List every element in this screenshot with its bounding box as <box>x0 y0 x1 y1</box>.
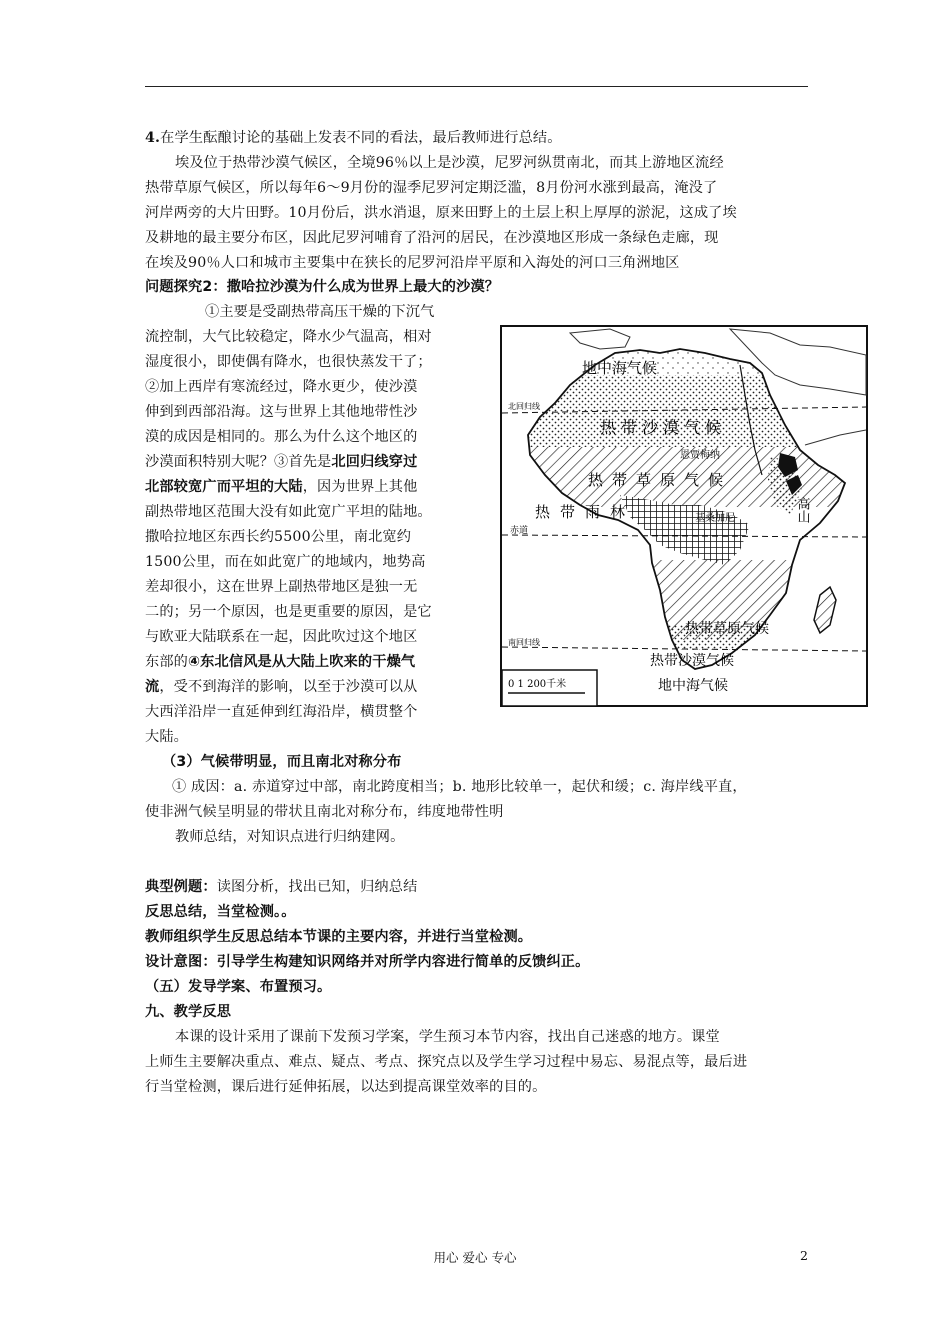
item-number: 4. <box>145 130 161 146</box>
page-number: 2 <box>800 1248 808 1263</box>
egypt-line-1: 埃及位于热带沙漠气候区，全境96％以上是沙漠，尼罗河纵贯南北，而其上游地区流经 <box>175 155 724 171</box>
sahara-line-16: 流，受不到海洋的影响，以至于沙漠可以从 <box>145 679 418 695</box>
sahara-line-5: 伸到到西部沿海。这与世界上其他地带性沙 <box>145 404 418 420</box>
reflection-line-2: 教师组织学生反思总结本节课的主要内容，并进行当堂检测。 <box>145 929 533 945</box>
sahara-line-11: 1500公里，而在如此宽广的地域内，地势高 <box>145 554 426 570</box>
sahara-line-2: 流控制，大气比较稳定，降水少气温高，相对 <box>145 329 432 345</box>
label-savanna-north: 热带草原气候 <box>588 471 733 489</box>
footer-motto: 用心 爱心 专心 <box>433 1250 517 1265</box>
label-tropic-south: 南回归线 <box>508 638 540 647</box>
design-intent: 设计意图：引导学生构建知识网络并对所学内容进行简单的反馈纠正。 <box>145 954 590 970</box>
reflection-line-1: 反思总结，当堂检测。。 <box>145 904 296 920</box>
sahara-line-14: 与欧亚大陆联系在一起，因此吹过这个地区 <box>145 629 418 645</box>
sahara-line-7: 沙漠面积特别大呢？③首先是北回归线穿过 <box>145 454 418 470</box>
sahara-line-6: 漠的成因是相同的。那么为什么这个地区的 <box>145 429 418 445</box>
emphasis-text: 流 <box>145 679 160 695</box>
emphasis-text: ④东北信风是从大陆上吹来的干燥气 <box>188 654 416 670</box>
teacher-summary: 教师总结，对知识点进行归纳建网。 <box>175 829 405 845</box>
label-desert-north: 热带沙漠气候 <box>600 418 727 437</box>
reflection-text-3: 行当堂检测，课后进行延伸拓展，以达到提高课堂效率的目的。 <box>145 1079 547 1095</box>
label-rainforest: 热带雨林 <box>535 503 636 521</box>
reflection-text-2: 上师生主要解决重点、难点、疑点、考点、探究点以及学生学习过程中易忘、易混点等，最后进 <box>145 1054 748 1070</box>
reflection-text-1: 本课的设计采用了课前下发预习学案，学生预习本节内容，找出自己迷惑的地方。课堂 <box>175 1029 720 1045</box>
section-9-title: 九、教学反思 <box>145 1004 232 1020</box>
paragraph-text: 在学生酝酿讨论的基础上发表不同的看法，最后教师进行总结。 <box>160 130 562 146</box>
label-city-north: 恩贾梅纳 <box>680 450 720 461</box>
sahara-line-15: 东部的④东北信风是从大陆上吹来的干燥气 <box>145 654 416 670</box>
label-savanna-south: 热带草原气候 <box>685 621 769 637</box>
label-desert-south: 热带沙漠气候 <box>650 653 734 669</box>
sahara-line-9: 副热带地区范围大没有如此宽广平坦的陆地。 <box>145 504 432 520</box>
scale-label: 0 1 200千米 <box>508 679 567 690</box>
egypt-line-5: 在埃及90％人口和城市主要集中在狭长的尼罗河沿岸平原和入海处的河口三角洲地区 <box>145 255 680 271</box>
sahara-line-17: 大西洋沿岸一直延伸到红海沿岸，横贯整个 <box>145 704 418 720</box>
question-2-title: 问题探究2：撒哈拉沙漠为什么成为世界上最大的沙漠？ <box>145 279 500 295</box>
emphasis-text: 北部较宽广而平坦的大陆 <box>145 479 303 495</box>
label-city-east: 基桑加尼 <box>695 513 735 524</box>
label-med-south: 地中海气候 <box>658 678 728 694</box>
sahara-line-10: 撒哈拉地区东西长约5500公里，南北宽约 <box>145 529 412 545</box>
paragraph-4 <box>145 128 562 148</box>
label-mountain: 高山 <box>794 497 810 523</box>
sahara-line-13: 二的；另一个原因，也是更重要的原因，是它 <box>145 604 432 620</box>
label-med-north: 地中海气候 <box>582 359 658 377</box>
label-equator: 赤道 <box>510 526 529 536</box>
section-3-title: （3）气候带明显，而且南北对称分布 <box>162 754 402 770</box>
sahara-line-3: 湿度很小，即使偶有降水，也很快蒸发干了； <box>145 354 432 370</box>
egypt-line-3: 河岸两旁的大片田野。10月份后，洪水消退，原来田野上的土层上积上厚厚的淤泥，这成了埃 <box>145 205 737 221</box>
sahara-line-12: 差却很小，这在世界上副热带地区是独一无 <box>145 579 418 595</box>
sahara-line-8: 北部较宽广而平坦的大陆，因为世界上其他 <box>145 479 418 495</box>
example-line: 典型例题：读图分析，找出已知，归纳总结 <box>145 879 418 895</box>
label-tropic-north: 北回归线 <box>508 402 540 411</box>
cause-line-1: ① 成因：a. 赤道穿过中部，南北跨度相当；b. 地形比较单一，起伏和缓；c. 海岸线平直， <box>172 779 747 795</box>
example-label: 典型例题： <box>145 879 217 895</box>
emphasis-text: 北回归线穿过 <box>331 454 418 470</box>
header-rule <box>145 86 808 87</box>
section-5-title: （五）发导学案、布置预习。 <box>145 979 332 995</box>
africa-climate-map <box>500 325 868 707</box>
sahara-line-1: ①主要是受副热带高压干燥的下沉气 <box>205 304 435 320</box>
cause-line-2: 使非洲气候呈明显的带状且南北对称分布，纬度地带性明 <box>145 804 504 820</box>
sahara-line-18: 大陆。 <box>145 729 189 745</box>
sahara-line-4: ②加上西岸有寒流经过，降水更少，使沙漠 <box>145 379 418 395</box>
egypt-line-4: 及耕地的最主要分布区，因此尼罗河哺育了沿河的居民，在沙漠地区形成一条绿色走廊，现 <box>145 230 719 246</box>
egypt-line-2: 热带草原气候区，所以每年6～9月份的湿季尼罗河定期泛滥，8月份河水涨到最高，淹没了 <box>145 180 718 196</box>
